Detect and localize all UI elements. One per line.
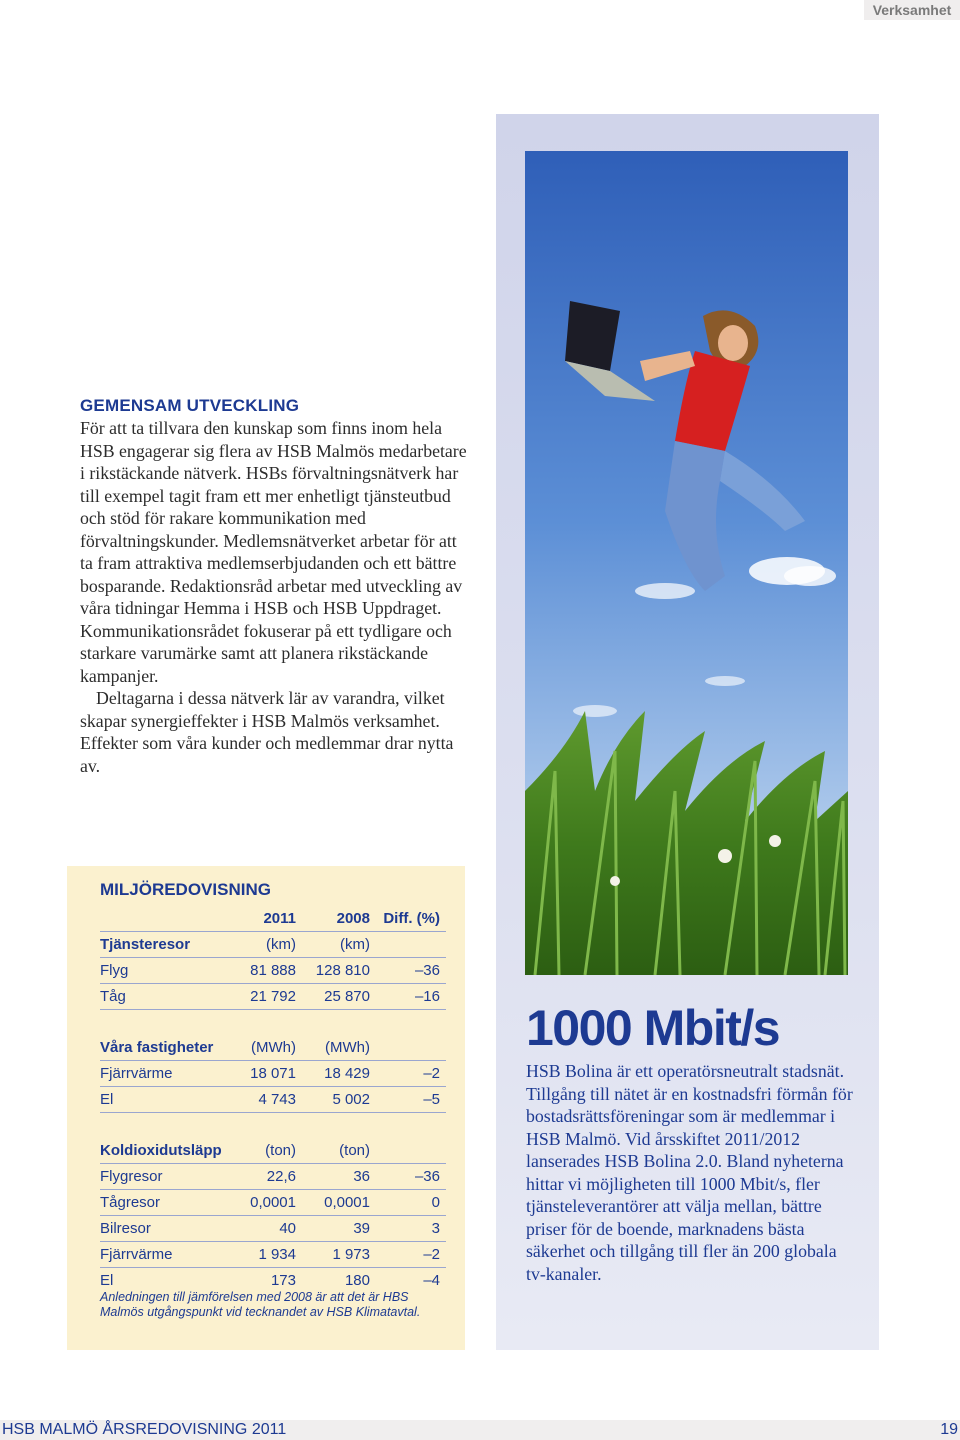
value-diff: –36: [414, 962, 440, 979]
footer-publication: HSB MALMÖ ÅRSREDOVISNING 2011: [2, 1421, 287, 1438]
section-paragraph-1: För att ta tillvara den kunskap som finns inom hela HSB engagerar sig flera av HSB Malmös medarbetare i rikstäckande nätverk. HSBs förvaltningsnätverk har till exempel tagit fram ett mer enhetligt tjänsteutbud och stöd för rakare kommunikation med förvaltningskunder. Medlemsnätverket arbetar för att ta fram attraktiva medlemserbjudanden och ett bättre bosparande. Redaktionsråd arbetar med utveckling av våra tidningar Hemma i HSB och HSB Uppdraget. Kommunikationsrådet fokuserar på ett tydligare och starkare varumärke samt att planera rikstäckande kampanjer.: [80, 418, 467, 686]
row-label: Tåg: [100, 988, 126, 1005]
value-2011: 40: [279, 1220, 296, 1237]
value-2008: 36: [353, 1168, 370, 1185]
group-header-row: [100, 1138, 446, 1164]
value-2008: 25 870: [324, 988, 370, 1005]
row-label: Flyg: [100, 962, 129, 979]
header-2011: 2011: [263, 910, 296, 927]
environment-table: [100, 906, 446, 1293]
sidebar-headline: 1000 Mbit/s: [526, 1000, 780, 1056]
section-label: Verksamhet: [864, 0, 960, 20]
unit-2011: (ton): [265, 1142, 296, 1159]
table-row: [100, 1190, 446, 1216]
value-diff: –4: [423, 1272, 440, 1289]
value-2011: 81 888: [250, 962, 296, 979]
environment-footnote: Anledningen till jämförelsen med 2008 är att det är HBS Malmös utgångspunkt vid tecknandet av HSB Klimatavtal.: [100, 1290, 421, 1319]
table-row: [100, 984, 446, 1010]
value-diff: –5: [423, 1091, 440, 1108]
value-2008: 39: [353, 1220, 370, 1237]
value-2011: 18 071: [250, 1065, 296, 1082]
value-2008: 5 002: [332, 1091, 370, 1108]
table-row: [100, 1216, 446, 1242]
value-2011: 0,0001: [250, 1194, 296, 1211]
value-2008: 18 429: [324, 1065, 370, 1082]
value-2008: 0,0001: [324, 1194, 370, 1211]
value-2011: 1 934: [258, 1246, 296, 1263]
table-row: [100, 1087, 446, 1113]
section-paragraph-2: Deltagarna i dessa nätverk lär av varandra, vilket skapar synergieffekter i HSB Malmös verksamhet. Effekter som våra kunder och medlemmar drar nytta av.: [80, 688, 454, 776]
value-2011: 4 743: [258, 1091, 296, 1108]
unit-2008: (MWh): [325, 1039, 370, 1056]
table-row: [100, 1061, 446, 1087]
table-row: [100, 958, 446, 984]
photo-jumping-woman-with-laptop: [525, 151, 848, 975]
group-header-row: [100, 932, 446, 958]
value-2008: 128 810: [315, 962, 370, 979]
group-label: Koldioxidutsläpp: [100, 1142, 222, 1159]
value-diff: 3: [431, 1220, 440, 1237]
section-title: GEMENSAM UTVECKLING: [80, 396, 300, 415]
unit-2008: (km): [340, 936, 370, 953]
header-2008: 2008: [336, 910, 370, 927]
environment-title: MILJÖREDOVISNING: [100, 880, 271, 899]
value-2008: 180: [344, 1272, 370, 1289]
unit-2011: (MWh): [251, 1039, 296, 1056]
value-diff: 0: [431, 1194, 440, 1211]
table-row: [100, 1164, 446, 1190]
unit-2011: (km): [266, 936, 296, 953]
value-2008: 1 973: [332, 1246, 370, 1263]
row-label: Bilresor: [100, 1220, 151, 1237]
value-2011: 21 792: [250, 988, 296, 1005]
gemensam-utveckling-section: [80, 396, 472, 777]
group-label: Tjänsteresor: [100, 936, 191, 953]
unit-2008: (ton): [339, 1142, 370, 1159]
group-label: Våra fastigheter: [100, 1039, 214, 1056]
row-label: El: [100, 1091, 114, 1108]
row-label: El: [100, 1272, 114, 1289]
sidebar-panel: [496, 114, 879, 1350]
value-diff: –2: [423, 1246, 440, 1263]
table-header-row: [100, 906, 446, 932]
value-2011: 22,6: [266, 1168, 296, 1185]
page-footer: [0, 1420, 960, 1440]
row-label: Fjärrvärme: [100, 1065, 173, 1082]
table-row: [100, 1242, 446, 1268]
value-diff: –16: [414, 988, 440, 1005]
page-number: 19: [940, 1421, 958, 1438]
value-diff: –2: [423, 1065, 440, 1082]
environment-report-box: [67, 866, 465, 1350]
header-diff: Diff. (%): [383, 910, 440, 927]
sidebar-text: HSB Bolina är ett operatörsneutralt stadsnät. Tillgång till nätet är en kostnadsfri förmån för bostadsrättsföreningar som är medlemmar i HSB Malmö. Vid årsskiftet 2011/2012 lanserades HSB Bolina 2.0. Bland nyheterna hittar vi möjligheten till 1000 Mbit/s, fler tjänsteleverantörer att välja mellan, bättre priser för de boende, marknadens bästa säkerhet och tillgång till fler än 200 globala tv-kanaler.: [526, 1061, 853, 1284]
group-header-row: [100, 1035, 446, 1061]
value-diff: –36: [414, 1168, 440, 1185]
photo-illustration: [525, 151, 848, 975]
row-label: Fjärrvärme: [100, 1246, 173, 1263]
row-label: Tågresor: [100, 1194, 161, 1211]
row-label: Flygresor: [100, 1168, 163, 1185]
value-2011: 173: [270, 1272, 296, 1289]
